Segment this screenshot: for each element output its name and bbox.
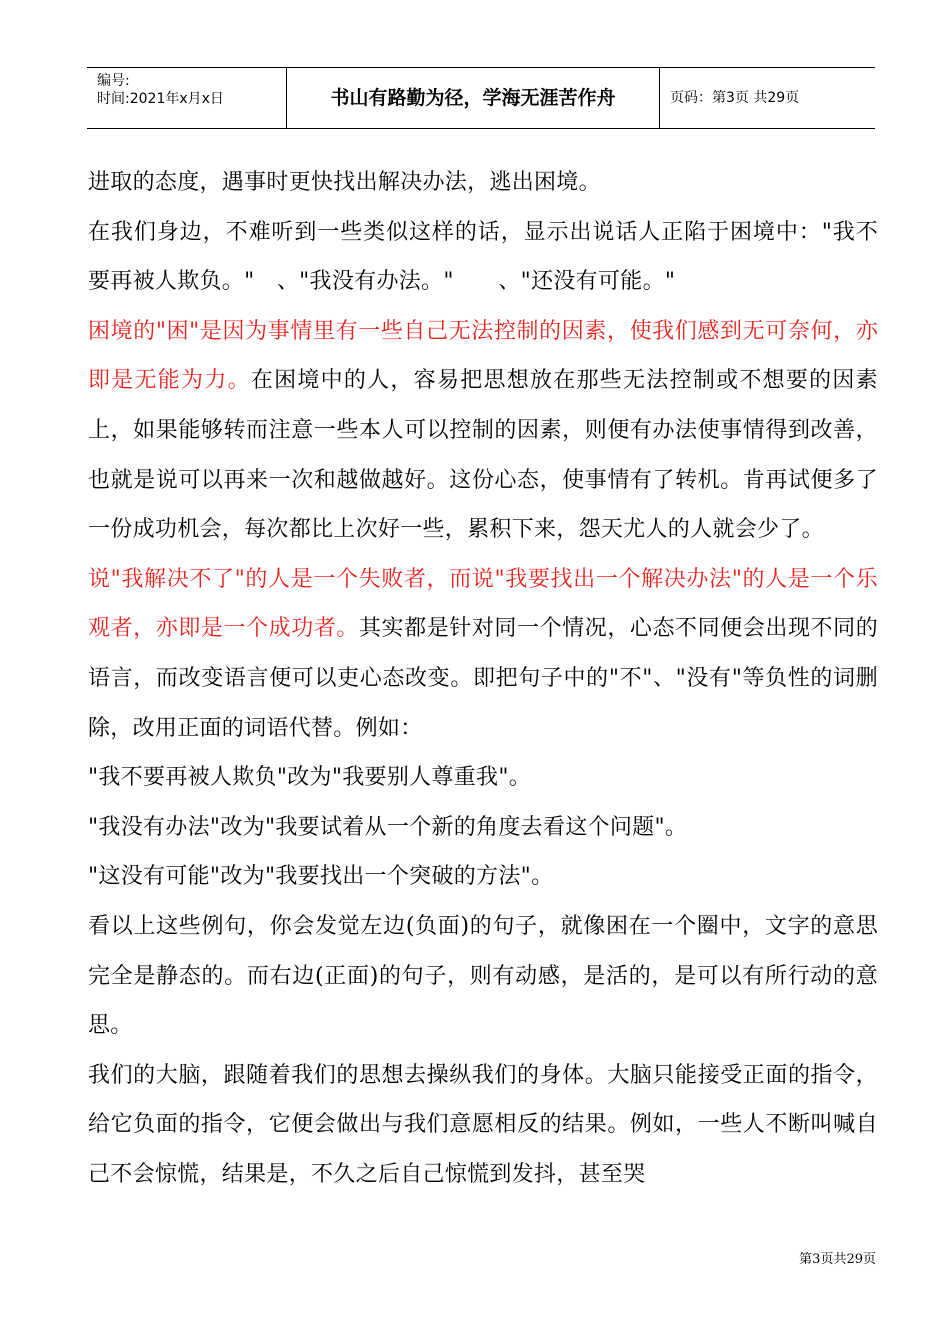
highlight-text: 困境的"困"是因为事情里有一些自己无法控制的因素，使我们感到无可奈何，亦即是无能为力。 [88,318,878,394]
paragraph [88,307,878,555]
header-motto: 书山有路勤为径，学海无涯苦作舟 [287,68,660,128]
paragraph [88,803,878,853]
paragraph-text: 看以上这些例句，你会发觉左边(负面)的句子，就像困在一个圈中，文字的意思完全是静态的。而右边(正面)的句子，则有动感，是活的，是可以有所行动的意思。 [88,913,878,1039]
paragraph-text: 其实都是针对同一个情况，心态不同便会出现不同的语言，而改变语言便可以吏心态改变。即把句子中的"不"、"没有"等负性的词删除，改用正面的词语代替。例如： [88,616,878,741]
header-number-label: 编号: [97,73,130,89]
paragraph-text: "这没有可能"改为"我要找出一个突破的方法"。 [88,864,554,890]
header-time-label: 时间:2021年x月x日 [97,91,224,107]
paragraph [88,902,878,1051]
paragraph [88,208,878,307]
document-header [87,67,875,129]
highlight-text: 说"我解决不了"的人是一个失败者，而说"我要找出一个解决办法"的人是一个乐观者，亦即是一个成功者。 [88,566,878,642]
paragraph [88,753,878,803]
header-page-info: 页码：第3页 共29页 [670,90,800,106]
paragraph-text: 在我们身边，不难听到一些类似这样的话，显示出说话人正陷于困境中："我不要再被人欺负。" 、"我没有办法。" 、"还没有可能。" [88,219,878,295]
paragraph [88,1051,878,1200]
paragraph [88,555,878,753]
paragraph-text: 在困境中的人，容易把思想放在那些无法控制或不想要的因素上，如果能够转而注意一些本人可以控制的因素，则便有办法使事情得到改善，也就是说可以再来一次和越做越好。这份心态，使事情有了转机。肯再试便多了一份成功机会，每次都比上次好一些，累积下来，怨天尤人的人就会少了。 [88,368,878,543]
document-body [88,158,878,1199]
footer-page-info: 第3页共29页 [799,1252,876,1267]
header-meta-cell [87,68,287,128]
paragraph-text: 我们的大脑，跟随着我们的思想去操纵我们的身体。大脑只能接受正面的指令，给它负面的指令，它便会做出与我们意愿相反的结果。例如，一些人不断叫喊自己不会惊慌，结果是，不久之后自己惊慌到发抖，甚至哭 [88,1062,878,1187]
paragraph-text: "我没有办法"改为"我要试着从一个新的角度去看这个问题"。 [88,814,688,840]
paragraph-text: 进取的态度，遇事时更快找出解决办法，逃出困境。 [88,170,601,195]
paragraph [88,852,878,902]
paragraph-text: "我不要再被人欺负"改为"我要别人尊重我"。 [88,765,532,791]
paragraph [88,158,878,208]
